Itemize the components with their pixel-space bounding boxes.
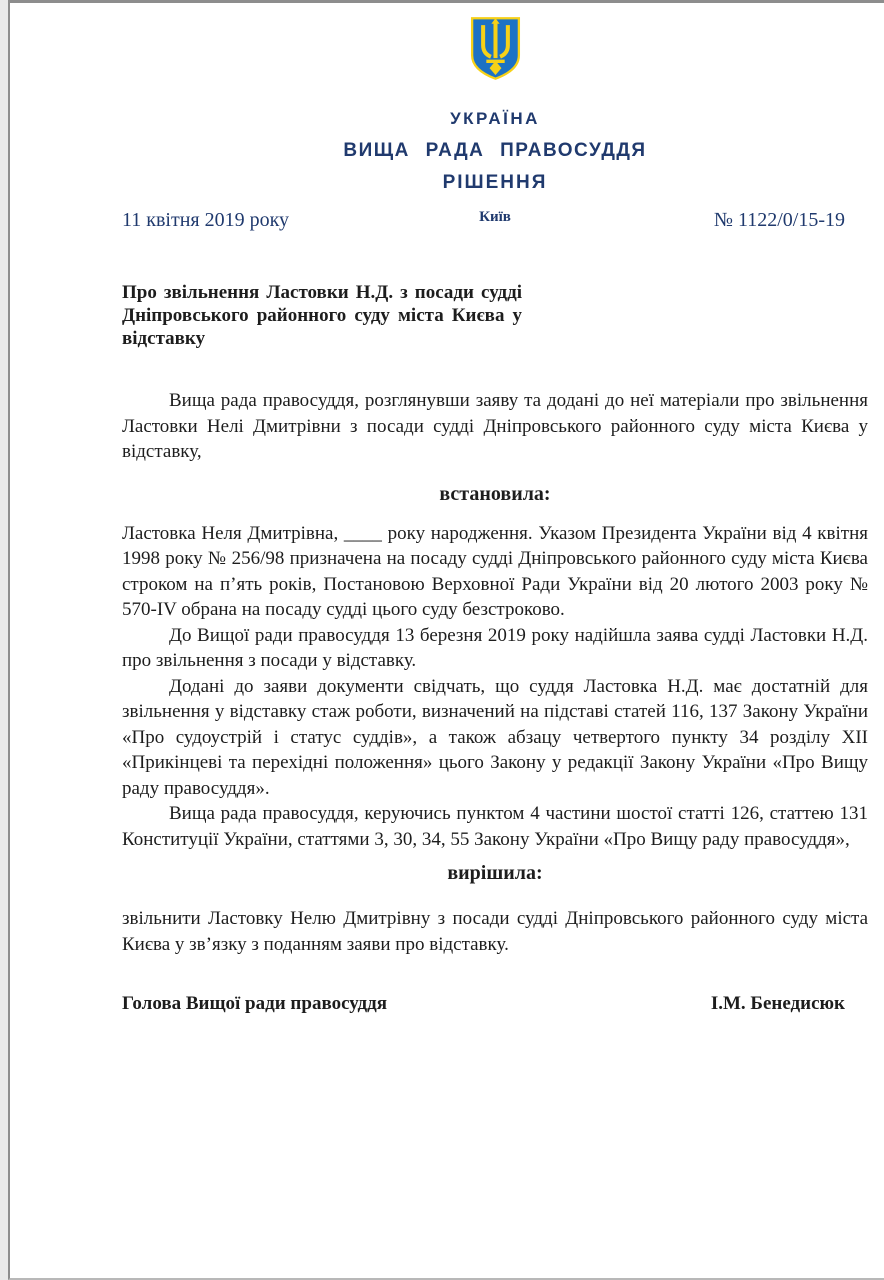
decided-heading: вирішила: (447, 862, 543, 884)
established-paragraph-4: Вища рада правосуддя, керуючись пунктом 4 частини шостої статті 126, статтею 131 Конституції України, статтями 3, 30, 34, 55 Закону України «Про Вищу раду правосуддя», (122, 803, 868, 850)
decision-paragraph: звільнити Ластовку Нелю Дмитрівну з посади судді Дніпровського районного суду міста Києва у зв’язку з поданням заяви про відставку. (122, 908, 868, 955)
letterhead (122, 3, 868, 193)
document-content (10, 3, 884, 1016)
document-date: 11 квітня 2019 року (122, 209, 290, 231)
document-meta-row (122, 208, 868, 232)
country-name: УКРАЇНА (450, 109, 540, 128)
document-number: № 1122/0/15-19 (713, 209, 845, 231)
document-city: Київ (479, 209, 511, 225)
signatory-name: І.М. Бенедисюк (710, 993, 845, 1014)
preamble-paragraph: Вища рада правосуддя, розглянувши заяву та додані до неї матеріали про звільнення Ластовки Нелі Дмитрівни з посади судді Дніпровського районного суду міста Києва у відставку, (122, 390, 868, 462)
signature-row (122, 991, 868, 1016)
document-subject: Про звільнення Ластовки Н.Д. з посади судді Дніпровського районного суду міста Києва у відставку (122, 282, 522, 349)
signatory-title: Голова Вищої ради правосуддя (122, 993, 388, 1014)
organization-name: ВИЩА РАДА ПРАВОСУДДЯ (343, 140, 647, 161)
established-heading: встановила: (439, 482, 551, 505)
document-type-title: РІШЕННЯ (442, 172, 548, 193)
established-paragraph-3: Додані до заяви документи свідчать, що суддя Ластовка Н.Д. має достатній для звільнення у відставку стаж роботи, визначений на підставі статей 116, 137 Закону України «Про судоустрій і статус суддів», а також абзацу четвертого пункту 34 розділу ХІІ «Прикінцеві та перехідні положення» цього Закону у редакції Закону України «Про Вищу раду правосуддя». (122, 675, 868, 799)
established-paragraph-1: Ластовка Неля Дмитрівна, ____ року народження. Указом Президента України від 4 квітня 1998 року № 256/98 призначена на посаду судді Дніпровського районного суду міста Києва строком на п’ять років, Постановою Верховної Ради України від 20 лютого 2003 року № 570-IV обрана на посаду судді цього суду безстроково. (122, 522, 868, 620)
document-page (8, 0, 884, 1280)
established-paragraph-2: До Вищої ради правосуддя 13 березня 2019 року надійшла заява судді Ластовки Н.Д. про звільнення з посади у відставку. (122, 624, 868, 671)
ukraine-coat-of-arms-icon (467, 15, 524, 81)
